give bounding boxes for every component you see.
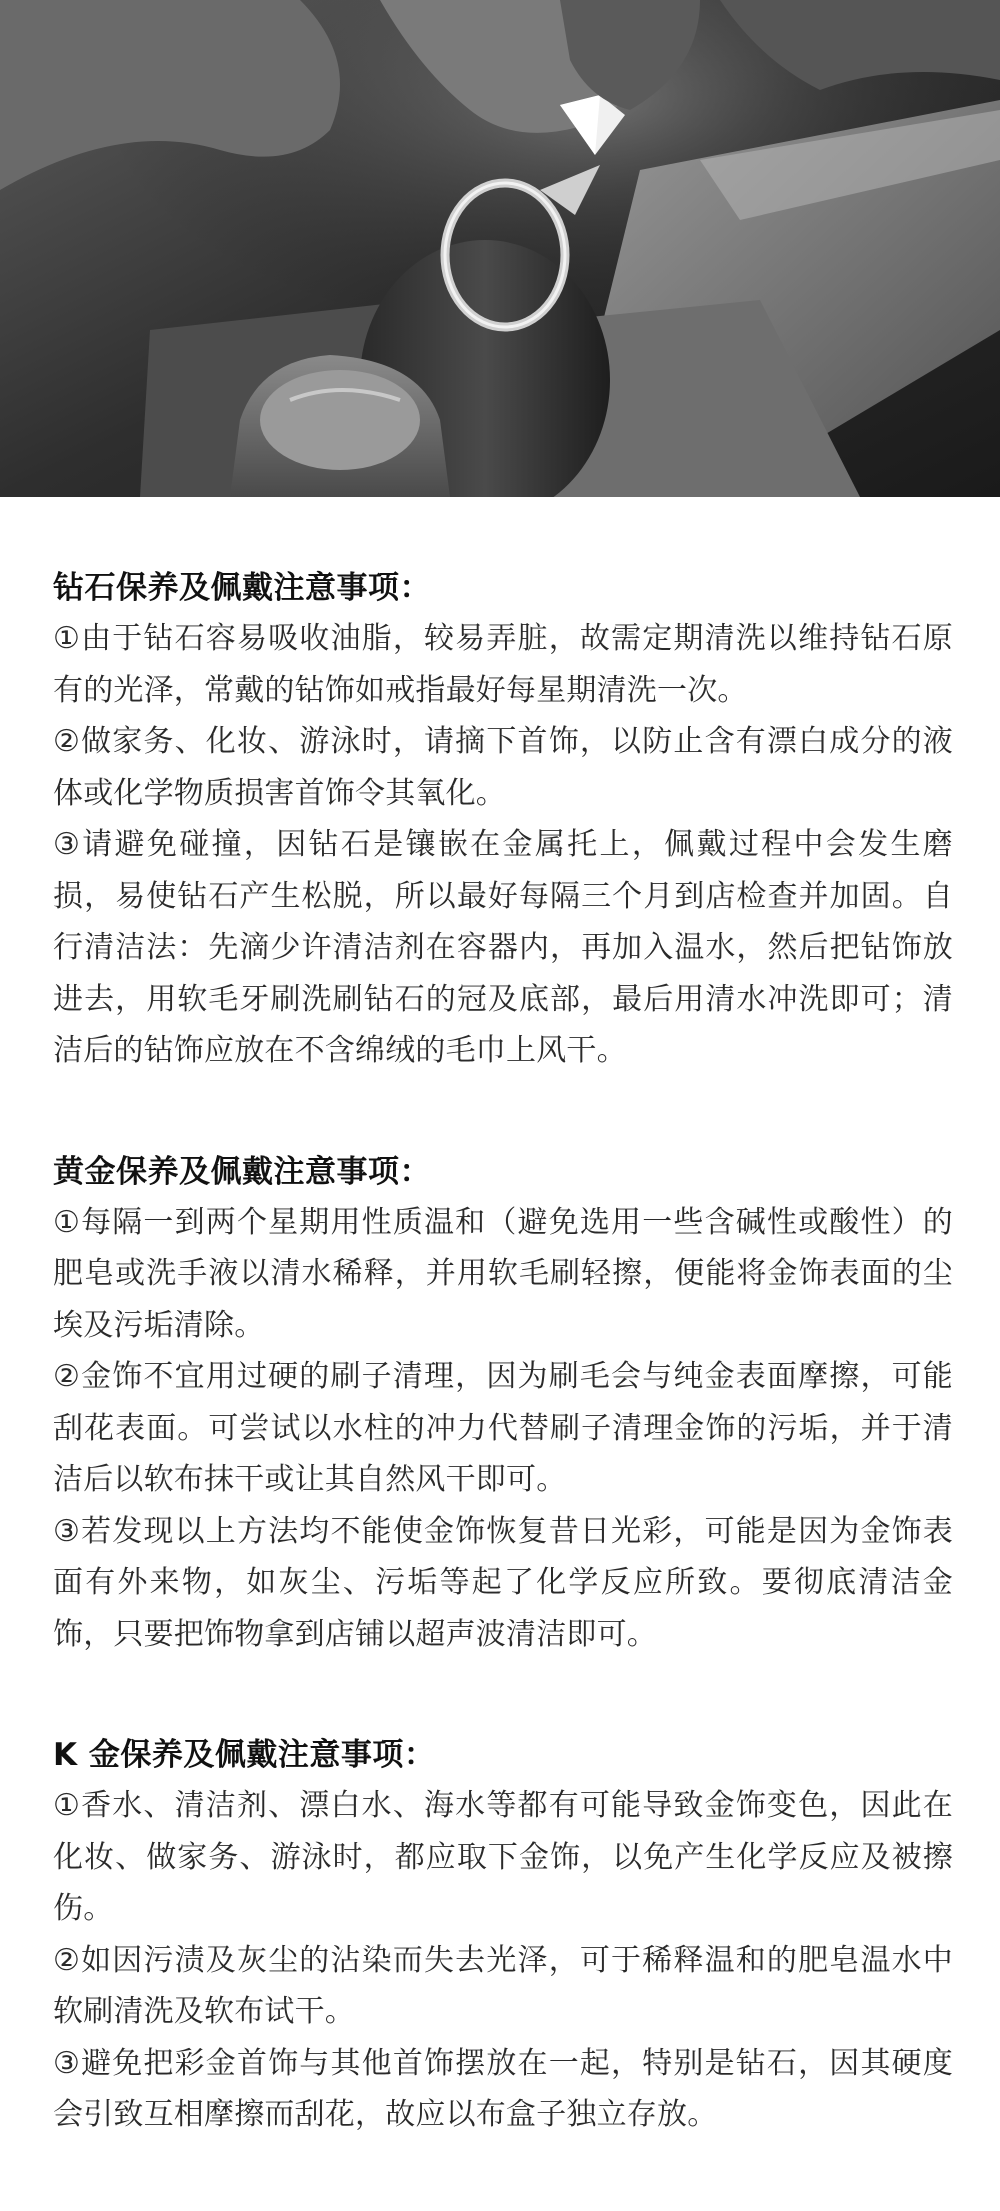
care-item: ②做家务、化妆、游泳时，请摘下首饰，以防止含有漂白成分的液体或化学物质损害首饰令其氧化。 — [53, 724, 953, 811]
care-item: ③避免把彩金首饰与其他首饰摆放在一起，特别是钻石，因其硬度会引致互相摩擦而刮花，故应以布盒子独立存放。 — [53, 2045, 953, 2132]
section-title: K 金保养及佩戴注意事项： — [53, 1737, 436, 1773]
care-item: ③若发现以上方法均不能使金饰恢复昔日光彩，可能是因为金饰表面有外来物，如灰尘、污垢等起了化学反应所致。要彻底清洁金饰，只要把饰物拿到店铺以超声波清洁即可。 — [53, 1513, 953, 1652]
care-item: ①香水、清洁剂、漂白水、海水等都有可能导致金饰变色，因此在化妆、做家务、游泳时，都应取下金饰，以免产生化学反应及被擦伤。 — [53, 1788, 953, 1926]
k-gold-care-section — [53, 1730, 953, 2141]
care-item: ②金饰不宜用过硬的刷子清理，因为刷毛会与纯金表面摩擦，可能刮花表面。可尝试以水柱的冲力代替刷子清理金饰的污垢，并于清洁后以软布抹干或让其自然风干即可。 — [53, 1359, 953, 1497]
hero-image — [0, 0, 1000, 497]
care-item: ②如因污渍及灰尘的沾染而失去光泽，可于稀释温和的肥皂温水中软刷清洗及软布试干。 — [53, 1942, 953, 2029]
care-item: ①由于钻石容易吸收油脂，较易弄脏，故需定期清洗以维持钻石原有的光泽，常戴的钻饰如戒指最好每星期清洗一次。 — [53, 621, 953, 708]
care-item: ①每隔一到两个星期用性质温和（避免选用一些含碱性或酸性）的肥皂或洗手液以清水稀释，并用软毛刷轻擦，便能将金饰表面的尘埃及污垢清除。 — [53, 1204, 953, 1343]
care-item: ③请避免碰撞，因钻石是镶嵌在金属托上，佩戴过程中会发生磨损，易使钻石产生松脱，所以最好每隔三个月到店检查并加固。自行清洁法：先滴少许清洁剂在容器内，再加入温水，然后把钻饰放进去，用软毛牙刷洗刷钻石的冠及底部，最后用清水冲洗即可；清洁后的钻饰应放在不含绵绒的毛巾上风干。 — [53, 827, 953, 1068]
diamond-ring-photo-icon — [0, 0, 1000, 497]
section-title: 钻石保养及佩戴注意事项： — [53, 570, 431, 606]
care-instructions — [53, 563, 953, 2211]
diamond-care-section — [53, 563, 953, 1077]
section-title: 黄金保养及佩戴注意事项： — [53, 1153, 431, 1190]
gold-care-section — [53, 1147, 953, 1661]
